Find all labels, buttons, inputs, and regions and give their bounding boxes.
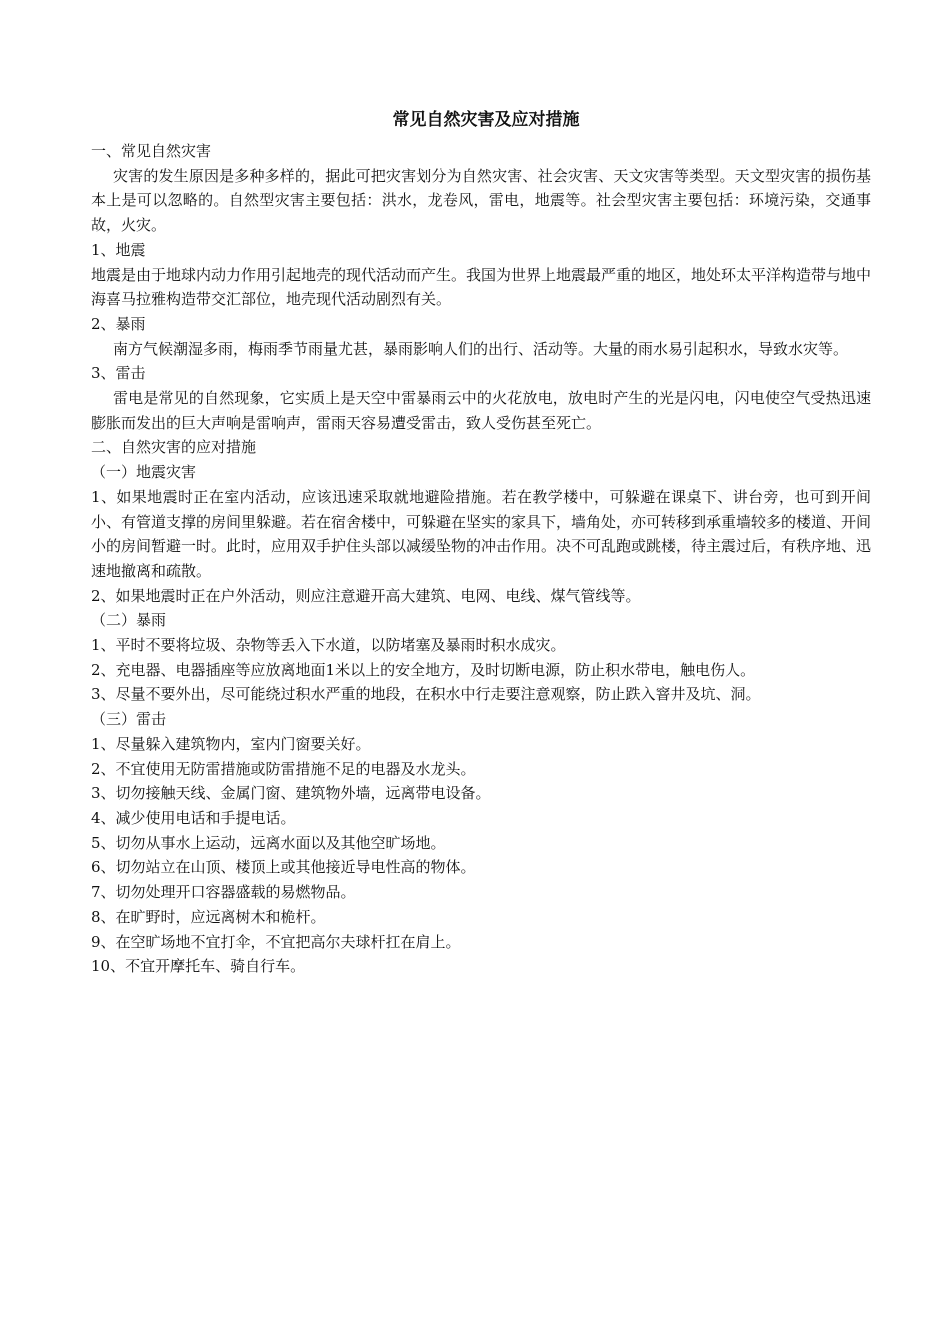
sub1-item: 2、如果地震时正在户外活动，则应注意避开高大建筑、电网、电线、煤气管线等。 xyxy=(91,586,641,605)
sub1-heading: （一）地震灾害 xyxy=(91,463,197,482)
document-title: 常见自然灾害及应对措施 xyxy=(392,110,580,130)
sub3-item: 4、减少使用电话和手提电话。 xyxy=(91,808,296,827)
sub3-item: 2、不宜使用无防雷措施或防雷措施不足的电器及水龙头。 xyxy=(91,759,476,778)
section2-heading: 二、自然灾害的应对措施 xyxy=(91,438,257,457)
sub2-item: 1、平时不要将垃圾、杂物等丢入下水道，以防堵塞及暴雨时积水成灾。 xyxy=(91,636,566,655)
sub3-heading: （三）雷击 xyxy=(91,710,167,729)
sub1-item: 1、如果地震时正在室内活动，应该迅速采取就地避险措施。若在教学楼中，可躲避在课桌下、讲台旁，也可到开间小、有管道支撑的房间里躲避。若在宿舍楼中，可躲避在坚实的家具下，墙角处，亦可转移到承重墙较多的楼道、开间小的房间暂避一时。此时，应用双手护住头部以减缓坠物的冲击作用。决不可乱跑或跳楼，待主震过后，有秩序地、迅速地撤离和疏散。 xyxy=(91,487,872,580)
sub3-item: 10、不宜开摩托车、骑自行车。 xyxy=(91,957,306,976)
sub3-item: 6、切勿站立在山顶、楼顶上或其他接近导电性高的物体。 xyxy=(91,858,476,877)
sub3-item: 3、切勿接触天线、金属门窗、建筑物外墙，远离带电设备。 xyxy=(91,784,491,803)
sub3-item: 7、切勿处理开口容器盛载的易燃物品。 xyxy=(91,883,356,902)
lightning-text: 雷电是常见的自然现象，它实质上是天空中雷暴雨云中的火花放电，放电时产生的光是闪电，闪电使空气受热迅速膨胀而发出的巨大声响是雷响声，雷雨天容易遭受雷击，致人受伤甚至死亡。 xyxy=(91,389,871,432)
earthquake-text: 地震是由于地球内动力作用引起地壳的现代活动而产生。我国为世界上地震最严重的地区，地处环太平洋构造带与地中海喜马拉雅构造带交汇部位，地壳现代活动剧烈有关。 xyxy=(91,265,872,309)
sub3-item: 1、尽量躲入建筑物内，室内门窗要关好。 xyxy=(91,734,371,753)
section1-heading: 一、常见自然灾害 xyxy=(91,142,212,160)
sub2-heading: （二）暴雨 xyxy=(91,611,167,630)
sub2-item: 3、尽量不要外出，尽可能绕过积水严重的地段，在积水中行走要注意观察，防止跌入窨井及坑、洞。 xyxy=(91,685,761,704)
sub2-item: 2、充电器、电器插座等应放离地面1米以上的安全地方，及时切断电源，防止积水带电，触电伤人。 xyxy=(91,660,756,679)
rainstorm-heading: 2、暴雨 xyxy=(91,314,146,333)
sub3-item: 9、在空旷场地不宜打伞，不宜把高尔夫球杆扛在肩上。 xyxy=(91,932,461,951)
sub3-item: 8、在旷野时，应远离树木和桅杆。 xyxy=(91,907,326,926)
document-page xyxy=(91,108,871,979)
lightning-heading: 3、雷击 xyxy=(91,364,146,383)
section1-intro: 灾害的发生原因是多种多样的，据此可把灾害划分为自然灾害、社会灾害、天文灾害等类型。天文型灾害的损伤基本上是可以忽略的。自然型灾害主要包括：洪水，龙卷风，雷电，地震等。社会型灾害主要包括：环境污染，交通事故，火灾。 xyxy=(91,166,871,235)
rainstorm-text: 南方气候潮湿多雨，梅雨季节雨量尤甚，暴雨影响人们的出行、活动等。大量的雨水易引起积水，导致水灾等。 xyxy=(113,339,849,358)
sub3-item: 5、切勿从事水上运动，远离水面以及其他空旷场地。 xyxy=(91,833,446,852)
earthquake-heading: 1、地震 xyxy=(91,240,146,259)
